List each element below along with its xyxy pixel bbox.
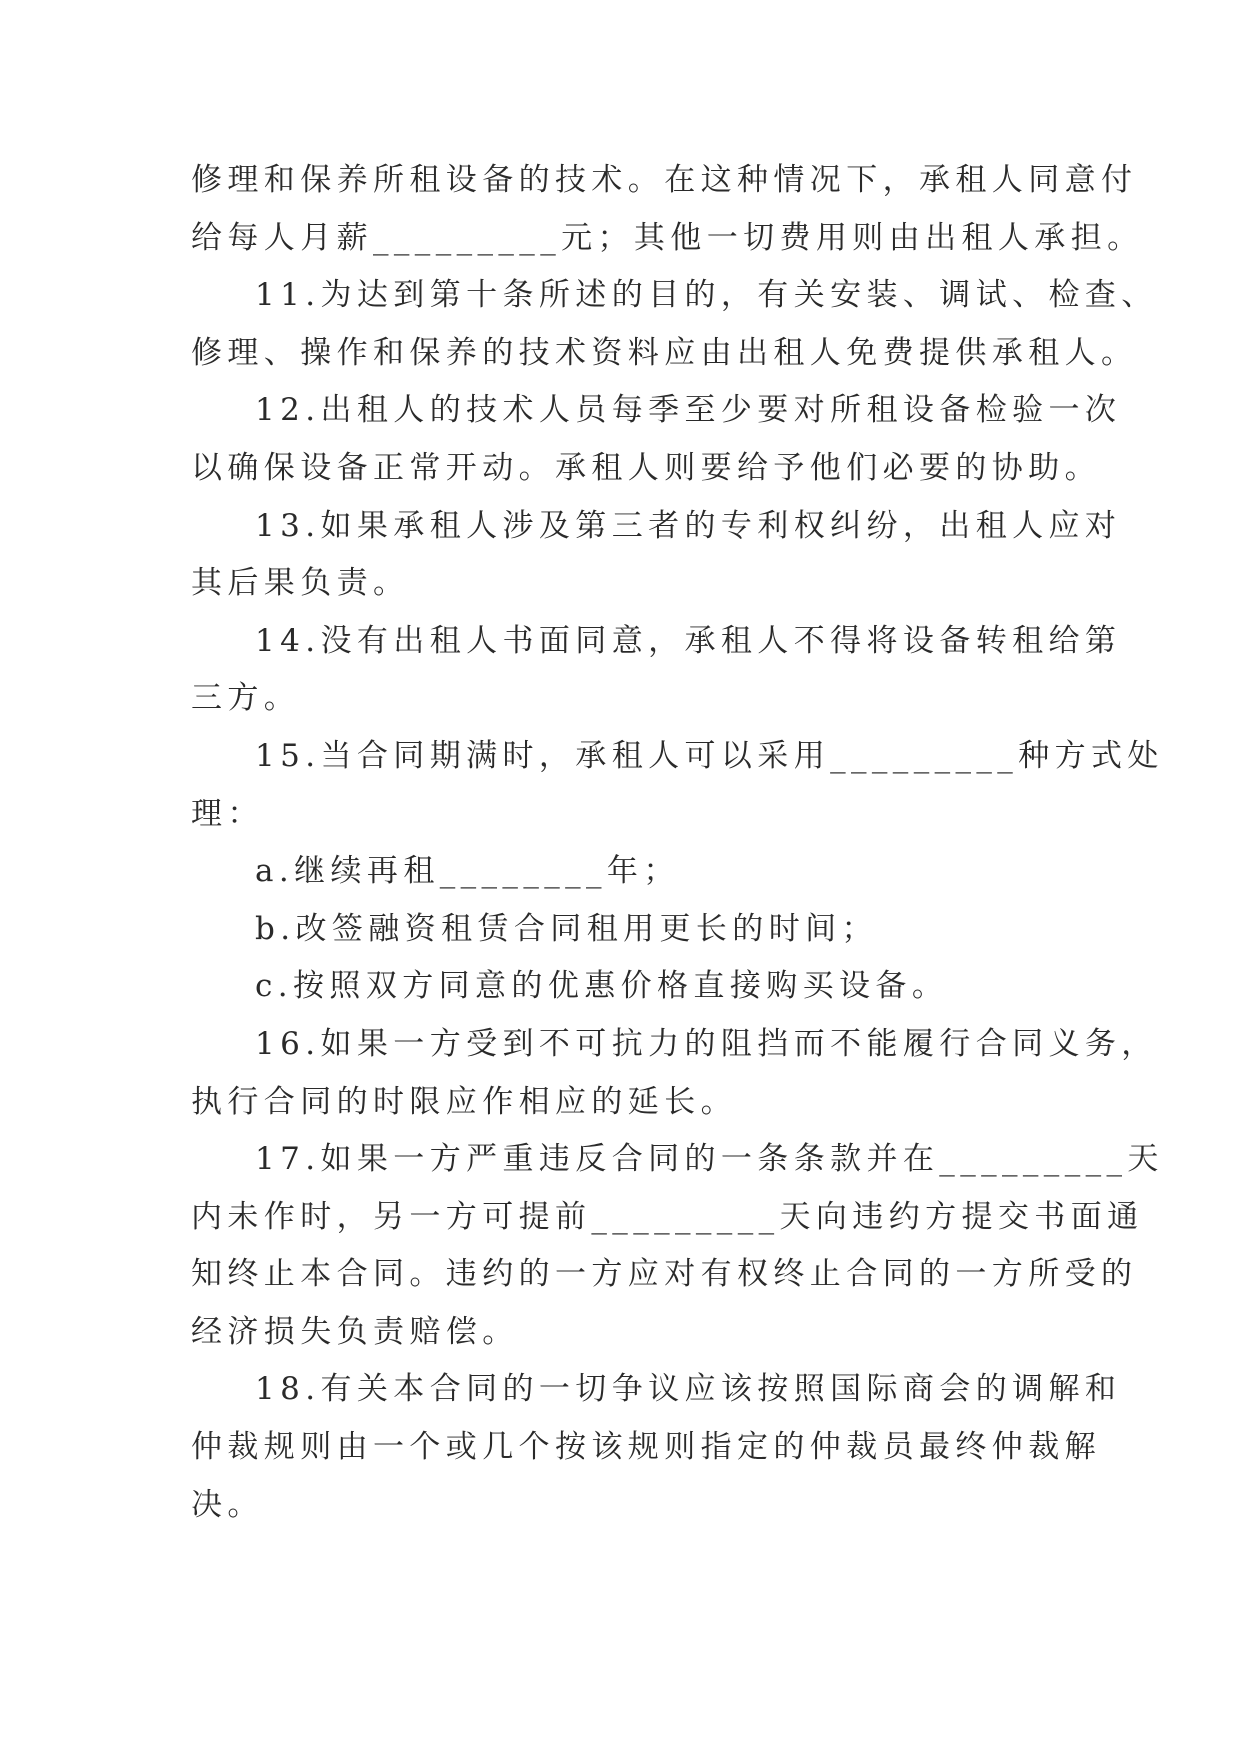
text-line: 内未作时，另一方可提前_________天向违约方提交书面通 (191, 1198, 1144, 1235)
text-line: 18.有关本合同的一切争议应该按照国际商会的调解和 (255, 1371, 1122, 1408)
text-line: 决。 (191, 1486, 264, 1523)
text-line: 执行合同的时限应作相应的延长。 (191, 1083, 737, 1120)
text-line: a.继续再租________年； (255, 853, 680, 890)
text-line: 三方。 (191, 680, 301, 717)
text-line: 修理、操作和保养的技术资料应由出租人免费提供承租人。 (191, 334, 1138, 371)
text-line: 仲裁规则由一个或几个按该规则指定的仲裁员最终仲裁解 (191, 1429, 1101, 1466)
text-line: 17.如果一方严重违反合同的一条条款并在_________天 (255, 1141, 1164, 1178)
text-line: 14.没有出租人书面同意，承租人不得将设备转租给第 (255, 622, 1122, 659)
text-line: 以确保设备正常开动。承租人则要给予他们必要的协助。 (191, 449, 1101, 486)
text-line: 16.如果一方受到不可抗力的阻挡而不能履行合同义务， (255, 1025, 1158, 1062)
text-line: 修理和保养所租设备的技术。在这种情况下，承租人同意付 (191, 162, 1138, 198)
text-line: 给每人月薪_________元；其他一切费用则由出租人承担。 (191, 219, 1144, 256)
text-line: c.按照双方同意的优惠价格直接购买设备。 (255, 968, 949, 1005)
text-line: 知终止本合同。违约的一方应对有权终止合同的一方所受的 (191, 1256, 1138, 1293)
text-line: 其后果负责。 (191, 565, 410, 602)
text-line: 11.为达到第十条所述的目的，有关安装、调试、检查、 (255, 277, 1158, 314)
text-line: 经济损失负责赔偿。 (191, 1313, 519, 1350)
text-line: 12.出租人的技术人员每季至少要对所租设备检验一次 (255, 392, 1122, 429)
text-line: 理： (191, 795, 264, 832)
text-line: b.改签融资租赁合同租用更长的时间； (255, 910, 878, 947)
text-line: 15.当合同期满时，承租人可以采用_________种方式处 (255, 737, 1164, 774)
text-line: 13.如果承租人涉及第三者的专利权纠纷，出租人应对 (255, 507, 1122, 544)
contract-body-text (191, 152, 1164, 1534)
